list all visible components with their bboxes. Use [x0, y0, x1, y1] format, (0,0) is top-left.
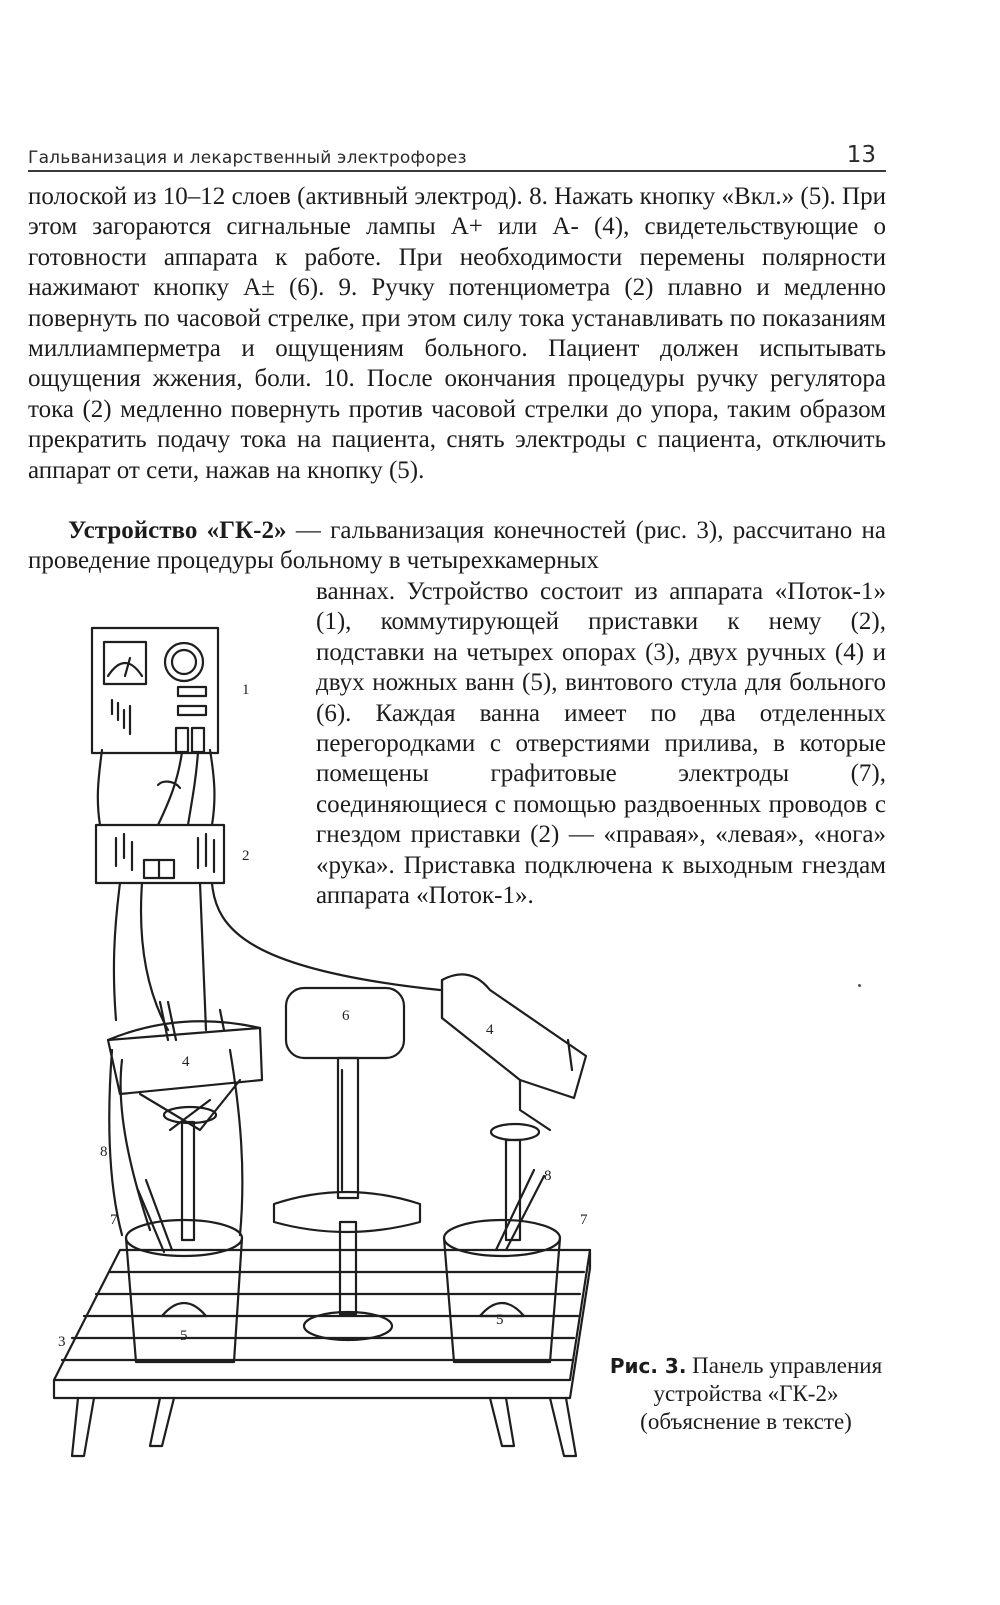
label-8-right: 8 [544, 1168, 552, 1184]
hand-bath-right-4 [442, 974, 586, 1240]
gk2-intro-text: — гальванизация конечностей (рис. 3), рассчитано на проведение процедуры больному в четырехкамерных [28, 517, 886, 575]
adapter-2 [96, 825, 224, 883]
page-number: 13 [846, 142, 876, 168]
label-1: 1 [242, 682, 250, 698]
label-5-left: 5 [180, 1328, 188, 1344]
paragraph-gk2-intro [28, 516, 886, 577]
label-4-right: 4 [486, 1022, 494, 1038]
figure-caption [606, 1352, 886, 1436]
label-6: 6 [342, 1008, 350, 1024]
caption-text: Панель управления устройства «ГК-2» (объяснение в тексте) [640, 1353, 883, 1434]
header-rule [28, 170, 886, 172]
paragraph-procedure-steps: полоской из 10–12 слоев (активный электрод). 8. Нажать кнопку «Вкл.» (5). При этом загораются сигнальные лампы А+ или А- (4), свидетельствующие о готовности аппарата к работе. При необходимости перемены полярности нажимают кнопку А± (6). 9. Ручку потенциометра (2) плавно и медленно повернуть по часовой стрелке, при этом силу тока устанавливать по показаниям миллиамперметра и ощущениям больного. Пациент должен испытывать ощущения жжения, боли. 10. После окончания процедуры ручку регулятора тока (2) медленно повернуть против часовой стрелки до упора, таким образом прекратить подачу тока на пациента, снять электроды с пациента, отключить аппарат от сети, нажав на кнопку (5). [28, 183, 886, 484]
label-2: 2 [242, 848, 250, 864]
label-3: 3 [58, 1334, 66, 1350]
label-7-left: 7 [110, 1212, 118, 1228]
label-8-left: 8 [100, 1144, 108, 1160]
label-4-left: 4 [182, 1054, 190, 1070]
gk2-heading: Устройство «ГК-2» [68, 517, 287, 544]
figure-gk2-device [50, 610, 610, 1470]
print-speck [858, 984, 861, 987]
paragraph-gk2-description: ваннах. Устройство состоит из аппарата «Поток-1» (1), коммутирующей приставки к нему (2), подставки на четырех опорах (3), двух ручных (4) и двух ножных ванн (5), винтового стула для больного (6). Каждая ванна имеет по два отделенных перегородками с отверстиями прилива, в которые помещены графитовые электроды (7), соединяющиеся с помощью раздвоенных проводов с гнездом приставки (2) — «правая», «левая», «нога» «рука». Приставка подключена к выходным гнездам аппарата «Поток-1». [316, 578, 886, 910]
apparatus-potok-1 [92, 628, 218, 753]
chair-6 [274, 988, 420, 1340]
label-7-right: 7 [580, 1212, 588, 1228]
caption-label: Рис. 3. [609, 1354, 687, 1378]
foot-bath-right-5 [444, 1170, 560, 1362]
running-head-title: Гальванизация и лекарственный электрофорез [28, 148, 467, 168]
label-5-right: 5 [496, 1312, 504, 1328]
